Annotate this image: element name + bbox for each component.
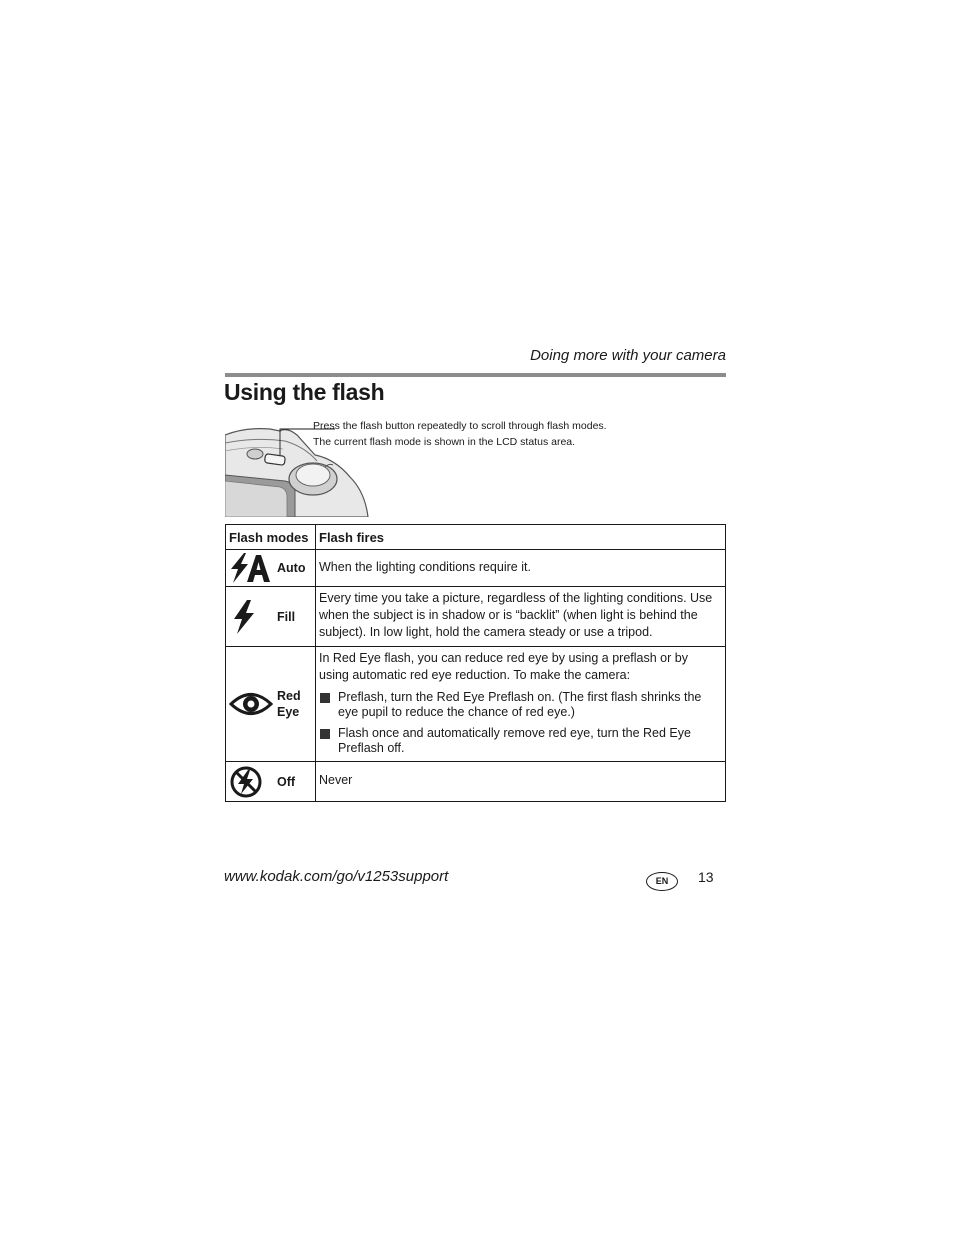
header-flash-fires: Flash fires	[316, 525, 726, 550]
header-flash-modes: Flash modes	[226, 525, 316, 550]
flash-fill-icon	[229, 599, 273, 635]
red-eye-icon	[229, 686, 273, 722]
bullet-text: Flash once and automatically remove red eye, turn the Red Eye Preflash off.	[338, 726, 691, 755]
mode-label-auto: Auto	[277, 561, 306, 575]
list-item	[319, 690, 721, 720]
table-row	[226, 587, 726, 647]
mode-label-off: Off	[277, 774, 296, 789]
header-rule	[225, 373, 726, 377]
language-badge: EN	[646, 872, 678, 891]
desc-auto: When the lighting conditions require it.	[316, 550, 726, 587]
support-url: www.kodak.com/go/v1253support	[224, 868, 449, 885]
page-title: Using the flash	[224, 379, 385, 405]
flash-auto-icon	[229, 550, 273, 586]
mode-cell	[226, 647, 316, 762]
page-number: 13	[698, 869, 714, 885]
list-item	[319, 726, 721, 756]
mode-cell	[226, 550, 316, 587]
table-header-row	[226, 525, 726, 550]
flash-button-callout	[313, 419, 673, 450]
mode-label-red: Red	[277, 689, 301, 703]
running-header: Doing more with your camera	[530, 347, 726, 364]
flash-modes-table	[225, 524, 726, 802]
flash-off-icon	[229, 764, 273, 800]
mode-cell	[226, 762, 316, 802]
callout-line-1: Press the flash button repeatedly to scroll through flash modes.	[313, 420, 607, 432]
red-eye-intro: In Red Eye flash, you can reduce red eye by using a preflash or by using automatic red eye reduction. To make the camera:	[319, 651, 688, 682]
bullet-square-icon	[320, 693, 330, 703]
table-row	[226, 550, 726, 587]
bullet-text: Preflash, turn the Red Eye Preflash on. (The first flash shrinks the eye pupil to reduce the chance of red eye.)	[338, 690, 702, 719]
mode-label-eye: Eye	[277, 705, 300, 719]
mode-label-red-eye	[277, 688, 301, 720]
desc-off: Never	[316, 762, 726, 802]
table-row	[226, 762, 726, 802]
callout-line-2: The current flash mode is shown in the LCD status area.	[313, 435, 576, 448]
table-row	[226, 647, 726, 762]
mode-label-fill: Fill	[277, 609, 296, 624]
mode-cell	[226, 587, 316, 647]
desc-fill: Every time you take a picture, regardless of the lighting conditions. Use when the subject is in shadow or is “backlit” (when light is behind the subject). In low light, hold the camera steady or use a tripod.	[316, 587, 726, 647]
desc-red-eye	[316, 647, 726, 762]
bullet-square-icon	[320, 729, 330, 739]
